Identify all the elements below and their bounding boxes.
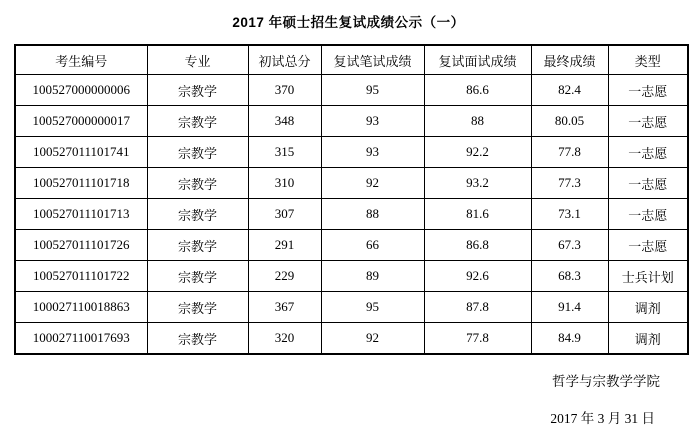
table-body: [15, 75, 688, 355]
table-header-row: [15, 45, 688, 75]
table-cell: 100027110018863: [15, 292, 147, 323]
table-cell: 95: [321, 292, 424, 323]
table-cell: 100527011101726: [15, 230, 147, 261]
table-cell: 80.05: [531, 106, 608, 137]
table-cell: 100527011101741: [15, 137, 147, 168]
table-row: [15, 199, 688, 230]
column-header-initial-score: 初试总分: [248, 45, 321, 75]
table-cell: 307: [248, 199, 321, 230]
table-cell: 宗教学: [147, 168, 248, 199]
table-cell: 87.8: [424, 292, 531, 323]
table-row: [15, 168, 688, 199]
table-cell: 310: [248, 168, 321, 199]
table-cell: 89: [321, 261, 424, 292]
table-cell: 67.3: [531, 230, 608, 261]
table-cell: 调剂: [608, 323, 688, 355]
table-cell: 84.9: [531, 323, 608, 355]
table-cell: 一志愿: [608, 137, 688, 168]
table-cell: 调剂: [608, 292, 688, 323]
table-cell: 一志愿: [608, 199, 688, 230]
table-row: [15, 230, 688, 261]
table-cell: 100527011101722: [15, 261, 147, 292]
column-header-final-score: 最终成绩: [531, 45, 608, 75]
table-row: [15, 323, 688, 355]
table-row: [15, 137, 688, 168]
signature: 哲学与宗教学学院: [552, 374, 660, 389]
table-cell: 367: [248, 292, 321, 323]
table-row: [15, 261, 688, 292]
table-cell: 宗教学: [147, 230, 248, 261]
table-cell: 77.8: [424, 323, 531, 355]
column-header-candidate-id: 考生编号: [15, 45, 147, 75]
table-cell: 宗教学: [147, 261, 248, 292]
table-cell: 一志愿: [608, 168, 688, 199]
table-cell: 100527000000017: [15, 106, 147, 137]
table-cell: 82.4: [531, 75, 608, 106]
table-row: [15, 292, 688, 323]
table-cell: 一志愿: [608, 230, 688, 261]
table-row: [15, 106, 688, 137]
table-cell: 95: [321, 75, 424, 106]
table-cell: 291: [248, 230, 321, 261]
table-cell: 100527011101713: [15, 199, 147, 230]
table-cell: 68.3: [531, 261, 608, 292]
table-cell: 宗教学: [147, 106, 248, 137]
table-cell: 73.1: [531, 199, 608, 230]
table-cell: 315: [248, 137, 321, 168]
column-header-interview-score: 复试面试成绩: [424, 45, 531, 75]
table-cell: 100027110017693: [15, 323, 147, 355]
table-cell: 士兵计划: [608, 261, 688, 292]
table-cell: 92: [321, 323, 424, 355]
table-cell: 宗教学: [147, 199, 248, 230]
table-cell: 77.8: [531, 137, 608, 168]
table-cell: 88: [321, 199, 424, 230]
table-cell: 一志愿: [608, 75, 688, 106]
column-header-written-score: 复试笔试成绩: [321, 45, 424, 75]
table-cell: 77.3: [531, 168, 608, 199]
table-cell: 91.4: [531, 292, 608, 323]
table-cell: 92: [321, 168, 424, 199]
table-cell: 320: [248, 323, 321, 355]
table-cell: 229: [248, 261, 321, 292]
table-cell: 92.6: [424, 261, 531, 292]
table-cell: 81.6: [424, 199, 531, 230]
table-cell: 88: [424, 106, 531, 137]
table-cell: 92.2: [424, 137, 531, 168]
table-cell: 93: [321, 106, 424, 137]
table-cell: 93: [321, 137, 424, 168]
column-header-major: 专业: [147, 45, 248, 75]
table-cell: 370: [248, 75, 321, 106]
page-title: 2017 年硕士招生复试成绩公示（一）: [232, 15, 465, 30]
table-cell: 93.2: [424, 168, 531, 199]
table-cell: 348: [248, 106, 321, 137]
table-cell: 宗教学: [147, 323, 248, 355]
table-cell: 宗教学: [147, 75, 248, 106]
table-cell: 100527000000006: [15, 75, 147, 106]
table-cell: 86.8: [424, 230, 531, 261]
table-cell: 66: [321, 230, 424, 261]
date: 2017 年 3 月 31 日: [550, 411, 655, 426]
table-cell: 86.6: [424, 75, 531, 106]
table-cell: 宗教学: [147, 292, 248, 323]
table-cell: 宗教学: [147, 137, 248, 168]
scores-table: [14, 44, 689, 355]
table-cell: 100527011101718: [15, 168, 147, 199]
table-row: [15, 75, 688, 106]
table-cell: 一志愿: [608, 106, 688, 137]
column-header-type: 类型: [608, 45, 688, 75]
